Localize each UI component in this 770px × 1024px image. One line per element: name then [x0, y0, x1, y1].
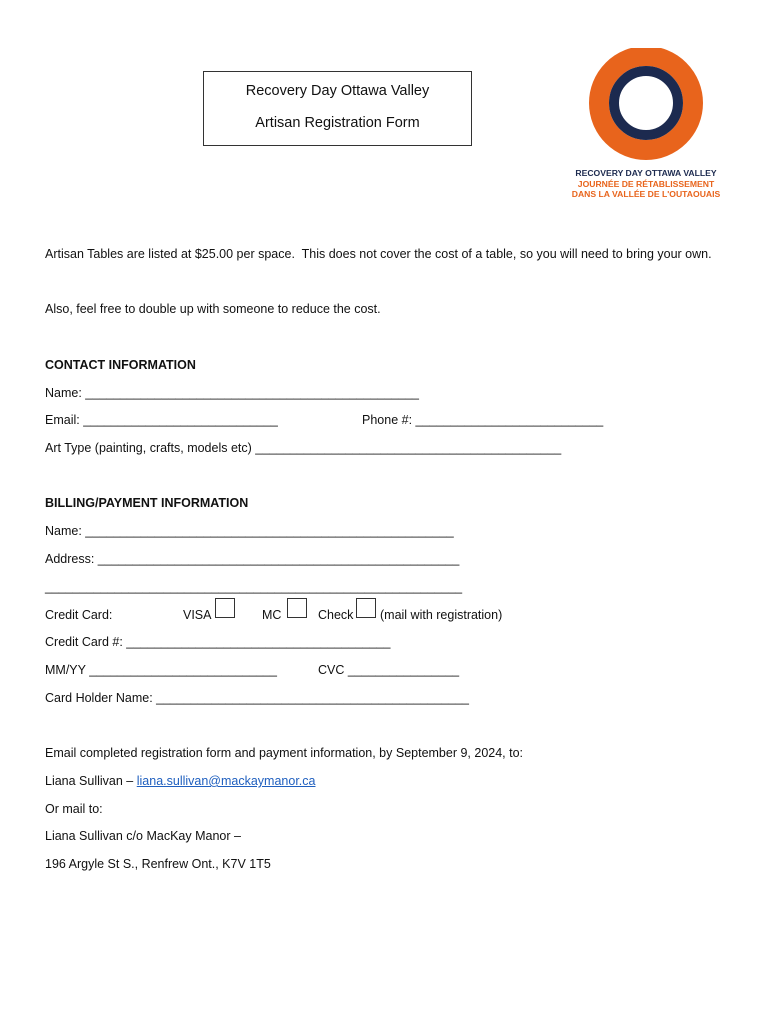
logo-text-line2: JOURNÉE DE RÉTABLISSEMENT: [577, 179, 715, 189]
billing-address-line2-field[interactable]: ____________________________________________________________: [45, 580, 463, 594]
credit-card-label: Credit Card:: [45, 608, 113, 622]
mail-address: 196 Argyle St S., Renfrew Ont., K7V 1T5: [45, 857, 271, 871]
billing-name-field[interactable]: Name: _____________________________________________________: [45, 524, 454, 538]
title-box: [203, 71, 472, 146]
form-title-line1: Recovery Day Ottawa Valley: [245, 83, 430, 99]
contact-name-field[interactable]: Name: ________________________________________________: [45, 386, 419, 400]
card-holder-name-field[interactable]: Card Holder Name: _____________________________________________: [45, 691, 469, 705]
credit-card-number-field[interactable]: Credit Card #: ______________________________________: [45, 635, 391, 649]
form-title-line2: Artisan Registration Form: [255, 115, 420, 131]
email-contact-name: Liana Sullivan –: [45, 774, 137, 788]
email-instructions: Email completed registration form and payment information, by September 9, 2024, to:: [45, 746, 524, 760]
expiry-field[interactable]: MM/YY ___________________________: [45, 663, 277, 677]
check-checkbox[interactable]: [356, 598, 376, 618]
intro-pricing-text: Artisan Tables are listed at $25.00 per space. This does not cover the cost of a table, so you will need to bring your own.: [45, 247, 712, 261]
visa-checkbox[interactable]: [215, 598, 235, 618]
art-type-field[interactable]: Art Type (painting, crafts, models etc) ____________________________________________: [45, 441, 562, 455]
intro-share-text: Also, feel free to double up with someone to reduce the cost.: [45, 302, 381, 316]
visa-label: VISA: [183, 608, 212, 622]
billing-address-field[interactable]: Address: ____________________________________________________: [45, 552, 460, 566]
mail-with-registration-note: (mail with registration): [380, 608, 503, 622]
email-contact-line: [45, 773, 315, 789]
contact-heading: CONTACT INFORMATION: [45, 358, 196, 372]
recovery-day-logo: [571, 48, 721, 200]
or-mail-text: Or mail to:: [45, 802, 103, 816]
logo-text-line1: RECOVERY DAY OTTAWA VALLEY: [575, 168, 717, 178]
email-link[interactable]: liana.sullivan@mackaymanor.ca: [136, 774, 316, 788]
mc-label: MC: [262, 608, 282, 622]
mail-recipient: Liana Sullivan c/o MacKay Manor –: [45, 829, 241, 843]
check-label: Check: [318, 608, 354, 622]
mc-checkbox[interactable]: [287, 598, 307, 618]
contact-email-field[interactable]: Email: ____________________________: [45, 413, 278, 427]
cvc-field[interactable]: CVC ________________: [318, 663, 460, 677]
billing-heading: BILLING/PAYMENT INFORMATION: [45, 496, 249, 510]
logo-text-line3: DANS LA VALLÉE DE L'OUTAOUAIS: [571, 189, 721, 199]
contact-phone-field[interactable]: Phone #: ___________________________: [362, 413, 604, 427]
logo-ring-icon: [571, 48, 721, 168]
